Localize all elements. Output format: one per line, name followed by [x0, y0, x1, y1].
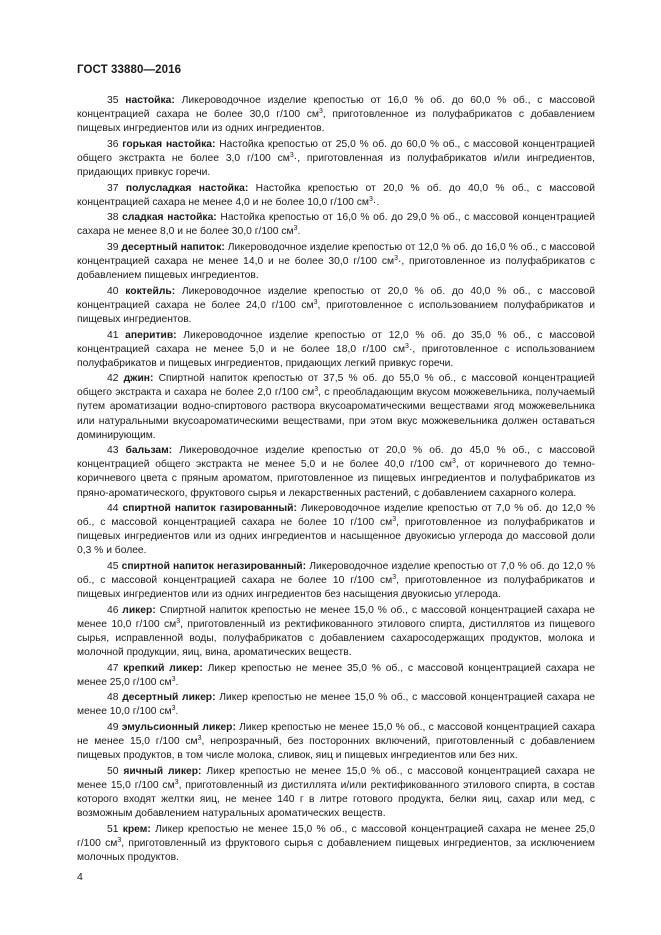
definition-entry [77, 285, 595, 327]
document-header: ГОСТ 33880—2016 [77, 64, 182, 76]
superscript: 3 [392, 516, 397, 524]
superscript: 3 [313, 298, 318, 306]
definition-entry [77, 211, 595, 239]
entry-number: 44 [107, 503, 119, 515]
superscript: 3 [368, 195, 373, 203]
entry-term: спиртной напиток негазированный: [121, 561, 307, 572]
entry-text-end: . [175, 706, 179, 718]
entry-number: 36 [107, 138, 119, 150]
definition-entry [77, 691, 595, 719]
entry-text-end: , от коричневого до темно-коричневого цвета с пряным ароматом, приготовленное из пищевых ингредиентов и полуфабрикатов из пряно-ароматического, фруктового сырья и лекарственных растений, с добавлением сахарного колера. [77, 459, 595, 499]
definitions-list [77, 94, 595, 866]
page-number: 4 [77, 871, 83, 883]
superscript: 3 [117, 836, 122, 844]
entry-term: десертный ликер: [122, 692, 216, 704]
entry-number: 39 [107, 241, 119, 253]
entry-number: 43 [107, 445, 119, 457]
definition-entry [77, 502, 595, 558]
definition-entry [77, 560, 595, 602]
entry-text-end: , непрозрачный, без посторонних включений, приготовленный с добавлением пищевых продуктов, в том числе молока, сливок, яиц и пищевых ингредиентов или без них. [77, 736, 595, 762]
entry-text: Спиртной напиток крепостью от 37,5 % об. до 55,0 % об., с массовой концентрацией общего экстракта и сахара не более 2,0 г/100 см [77, 373, 595, 399]
entry-text-end: , приготовленный из фруктового сырья с добавлением пищевых ингредиентов, за исключением молочных продуктов. [77, 837, 595, 863]
entry-text-end: , приготовленное из полуфабрикатов с добавлением пищевых ингредиентов или из одних ингредиентов. [77, 109, 595, 135]
entry-term: аперитив: [125, 329, 177, 341]
entry-text-end: ·, приготовленное из полуфабрикатов с добавлением пищевых ингредиентов. [77, 256, 595, 282]
entry-term: горькая настойка: [122, 138, 216, 150]
entry-text: Ликероводочное изделие крепостью от 12,0 % об. до 16,0 % об., с массовой концентрацией сахара не менее 14,0 и не более 30,0 г/100 см [77, 241, 595, 268]
entry-number: 41 [107, 329, 119, 341]
entry-number: 49 [107, 722, 119, 734]
definition-entry [77, 372, 595, 442]
superscript: 3 [318, 108, 323, 116]
definition-entry [77, 604, 595, 660]
entry-text-end: , приготовленное с использованием полуфабрикатов и пищевых ингредиентов. [77, 299, 595, 325]
entry-text: Настойка крепостью от 20,0 % об. до 40,0 % об., с массовой концентрацией сахара не менее 4,0 и не более 10,0 г/100 см [77, 182, 595, 208]
entry-text: Ликероводочное изделие крепостью от 7,0 % об. до 12,0 % об., с массовой концентрацией сахара не более 10 г/100 см [77, 561, 595, 587]
superscript: 3 [174, 778, 179, 786]
entry-number: 35 [107, 95, 119, 106]
entry-term: крепкий ликер: [123, 662, 203, 674]
entry-text: Ликер крепостью не менее 15,0 % об., с массовой концентрацией сахара не менее 15,0 г/100 см [77, 765, 595, 791]
superscript: 3 [451, 458, 456, 466]
entry-number: 47 [107, 662, 119, 674]
definition-entry [77, 329, 595, 371]
entry-number: 37 [107, 182, 119, 194]
superscript: 3 [197, 735, 202, 743]
entry-text: Настойка крепостью от 16,0 % об. до 29,0 % об., с массовой концентрацией сахара не менее 8,0 и не более 30,0 г/100 см [77, 212, 595, 238]
entry-term: полусладкая настойка: [125, 182, 249, 194]
entry-number: 38 [107, 212, 119, 224]
entry-number: 51 [107, 823, 119, 835]
entry-term: десертный напиток: [121, 241, 225, 253]
entry-term: сладкая настойка: [122, 212, 217, 224]
entry-number: 40 [107, 285, 119, 297]
superscript: 3 [176, 617, 181, 625]
entry-text: Ликероводочное изделие крепостью от 20,0 % об. до 45,0 % об., с массовой концентрацией общего экстракта не менее 5,0 и не более 40,0 г/100 см [77, 445, 595, 471]
entry-text: Ликер крепостью не менее 15,0 % об., с массовой концентрацией сахара не менее 10,0 г/100 см [77, 692, 595, 718]
entry-text: Настойка крепостью от 25,0 % об. до 60,0 % об., с массовой концентрацией общего экстракта не более 3,0 г/100 см [77, 138, 595, 164]
entry-text: Ликероводочное изделие крепостью от 20,0 % об. до 40,0 % об., с массовой концентрацией сахара не более 24,0 г/100 см [77, 285, 595, 311]
entry-term: джин: [123, 373, 154, 385]
entry-text-end: . [297, 226, 301, 238]
superscript: 3 [289, 151, 294, 159]
entry-text-end: , приготовленное из полуфабрикатов и пищевых ингредиентов или из одних ингредиентов и насыщенное двуокисью углерода до массовой доли 0,3 % и более. [77, 517, 595, 557]
superscript: 3 [171, 705, 176, 713]
superscript: 3 [293, 225, 298, 233]
entry-text-end: , приготовленное из полуфабрикатов и пищевых ингредиентов или из одних ингредиентов без насыщения двуокисью углерода. [77, 575, 595, 601]
entry-term: ликер: [122, 604, 156, 616]
entry-text-end: ·. [372, 196, 380, 208]
entry-text: Ликер крепостью не менее 15,0 % об., с массовой концентрацией сахара не менее 25,0 г/100 см [77, 823, 595, 849]
definition-entry [77, 138, 595, 180]
definition-entry [77, 765, 595, 821]
entry-term: спиртной напиток газированный: [122, 503, 297, 515]
definition-entry [77, 94, 595, 136]
entry-text-end: , с преобладающим вкусом можжевельника, получаемый путем ароматизации водно-спиртового раствора вкусоароматическими веществами ягод можжевельника или натуральными вкусоароматическими веществами, при этом вкус можжевельника должен оставаться доминирующим. [77, 387, 595, 441]
entry-text-end: , приготовленный из ректификованного этилового спирта, дистиллятов из пищевого сырья, исправленной воды, полуфабрикатов с добавлением сахаросодержащих продуктов, молока и молочной продукции, яиц, вина, ароматических веществ. [77, 618, 596, 659]
entry-text-end: ·, приготовленное с использованием полуфабрикатов и пищевых ингредиентов, придающих легкий привкус горечи. [77, 343, 596, 369]
entry-number: 45 [107, 561, 119, 572]
entry-text-end: , приготовленный из дистиллята и/или ректификованного этилового спирта, в состав которого входят желтки яиц, не менее 140 г в литре готового продукта, белки яиц, сахар или мед, с возможным добавлением натуральных ароматических веществ. [77, 779, 595, 820]
entry-text: Ликер крепостью не менее 15,0 % об., с массовой концентрацией сахара не менее 15,0 г/100 см [77, 722, 595, 748]
entry-term: эмульсионный ликер: [121, 722, 236, 734]
entry-term: крем: [122, 823, 151, 835]
superscript: 3 [405, 342, 409, 350]
definition-entry [77, 241, 595, 283]
entry-text: Ликероводочное изделие крепостью от 16,0 % об. до 60,0 % об., с массовой концентрацией сахара не более 30,0 г/100 см [77, 95, 595, 121]
entry-term: бальзам: [125, 445, 173, 457]
entry-text: Ликер крепостью не менее 35,0 % об., с массовой концентрацией сахара не менее 25,0 г/100 см [77, 662, 595, 688]
superscript: 3 [394, 255, 398, 263]
superscript: 3 [314, 386, 319, 394]
entry-text-end: . [175, 676, 179, 688]
superscript: 3 [171, 675, 176, 683]
entry-term: яичный ликер: [123, 765, 202, 777]
entry-number: 50 [107, 765, 119, 777]
definition-entry [77, 444, 595, 500]
entry-number: 42 [107, 373, 119, 385]
definition-entry [77, 721, 595, 763]
entry-text: Спиртной напиток крепостью не менее 15,0 % об., с массовой концентрацией сахара не менее 10,0 г/100 см [77, 604, 595, 630]
definition-entry [77, 823, 595, 865]
entry-text-end: ·, приготовленная из полуфабрикатов и/или ингредиентов, придающих привкус горечи. [77, 152, 595, 178]
definition-entry [77, 662, 595, 690]
definition-entry [77, 182, 595, 210]
entry-number: 46 [107, 604, 119, 616]
entry-term: настойка: [125, 95, 175, 106]
entry-text: Ликероводочное изделие крепостью от 12,0 % об. до 35,0 % об., с массовой концентрацией сахара не менее 5,0 и не более 18,0 г/100 см [77, 329, 595, 355]
entry-term: коктейль: [125, 285, 176, 297]
entry-text: Ликероводочное изделие крепостью от 7,0 % об. до 12,0 % об., с массовой концентрацией сахара не более 10 г/100 см [77, 503, 595, 529]
superscript: 3 [392, 574, 397, 582]
entry-number: 48 [107, 692, 119, 704]
